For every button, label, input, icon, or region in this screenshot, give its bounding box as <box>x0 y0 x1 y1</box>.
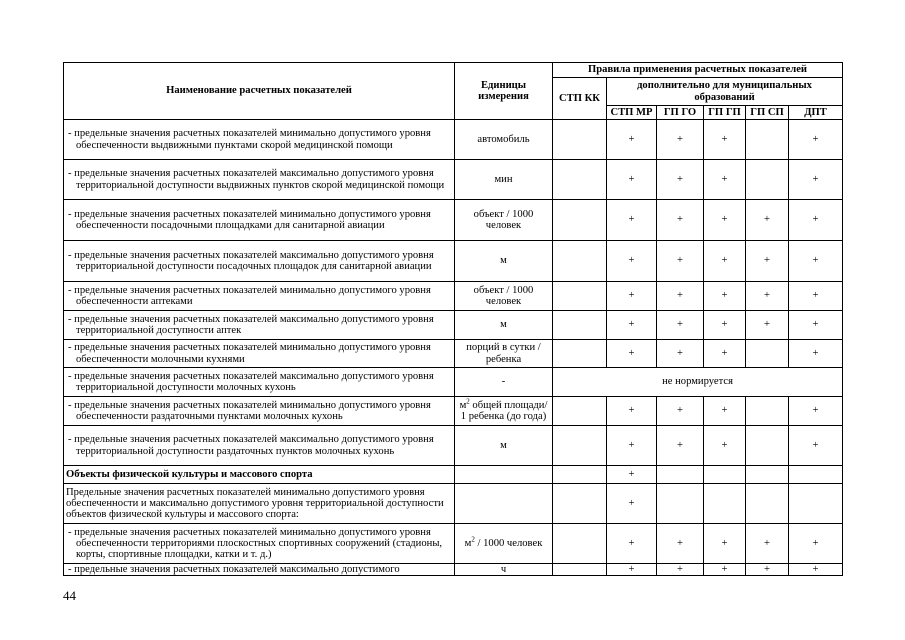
mark-cell: + <box>789 160 843 200</box>
mark-cell: + <box>704 120 746 160</box>
mark-cell: + <box>607 160 657 200</box>
mark-cell: + <box>789 282 843 311</box>
unit-cell: мин <box>455 160 553 200</box>
mark-cell: + <box>607 311 657 340</box>
mark-cell <box>553 397 607 426</box>
unit-cell: автомобиль <box>455 120 553 160</box>
mark-cell: + <box>657 340 704 368</box>
mark-cell: + <box>657 397 704 426</box>
indicator-name-text: - предельные значения расчетных показателей минимально допустимого уровня обеспеченности раздаточными пунктами молочных кухонь <box>68 399 431 422</box>
mark-cell: + <box>789 397 843 426</box>
table-row <box>64 368 843 397</box>
mark-cell: + <box>789 120 843 160</box>
mark-cell: + <box>607 397 657 426</box>
table-row <box>64 120 843 160</box>
mark-cell: + <box>657 282 704 311</box>
indicator-name-text: - предельные значения расчетных показателей минимально допустимого уровня обеспеченности аптеками <box>68 284 431 307</box>
mark-cell <box>746 397 789 426</box>
unit-text: м <box>459 399 467 411</box>
mark-cell <box>553 241 607 282</box>
mark-cell <box>553 426 607 466</box>
indicator-name <box>64 120 455 160</box>
mark-cell: + <box>704 160 746 200</box>
section-title <box>64 466 455 484</box>
unit-cell <box>455 484 553 524</box>
mark-cell <box>553 564 607 576</box>
mark-cell: + <box>657 426 704 466</box>
mark-cell: + <box>789 340 843 368</box>
mark-cell <box>553 311 607 340</box>
mark-cell <box>746 120 789 160</box>
table-row <box>64 564 843 576</box>
mark-cell: + <box>789 241 843 282</box>
mark-cell <box>657 484 704 524</box>
mark-cell: + <box>704 426 746 466</box>
unit-cell <box>455 524 553 564</box>
unit-cell: объект / 1000 человек <box>455 282 553 311</box>
indicator-name-text: - предельные значения расчетных показателей максимально допустимого уровня территориальной доступности посадочных площадок для санитарной авиации <box>68 249 434 272</box>
mark-cell: + <box>607 340 657 368</box>
indicator-name <box>64 397 455 426</box>
mark-cell <box>553 484 607 524</box>
indicator-name-text: - предельные значения расчетных показателей максимально допустимого уровня территориальной доступности аптек <box>68 313 434 336</box>
mark-cell <box>704 466 746 484</box>
indicator-name-text: - предельные значения расчетных показателей минимально допустимого уровня обеспеченности выдвижными пунктами скорой медицинской помощи <box>68 128 431 151</box>
indicator-name <box>64 282 455 311</box>
header-rules: Правила применения расчетных показателей <box>553 63 843 78</box>
mark-cell: + <box>704 282 746 311</box>
not-regulated-cell: не нормируется <box>553 368 843 397</box>
mark-cell <box>704 484 746 524</box>
mark-cell <box>789 466 843 484</box>
mark-cell <box>746 160 789 200</box>
indicator-name <box>64 524 455 564</box>
unit-text: / 1000 человек <box>474 537 543 549</box>
header-additional: дополнительно для муниципальных образований <box>607 78 843 106</box>
indicator-name <box>64 160 455 200</box>
mark-cell <box>553 200 607 241</box>
unit-cell: м <box>455 241 553 282</box>
unit-text: м <box>464 537 472 549</box>
mark-cell <box>746 484 789 524</box>
mark-cell: + <box>746 524 789 564</box>
mark-cell <box>553 282 607 311</box>
mark-cell <box>553 340 607 368</box>
header-subcol: ДПТ <box>789 106 843 120</box>
mark-cell: + <box>657 200 704 241</box>
mark-cell: + <box>789 311 843 340</box>
mark-cell <box>746 426 789 466</box>
table-row <box>64 466 843 484</box>
unit-cell: объект / 1000 человек <box>455 200 553 241</box>
indicator-name-text: - предельные значения расчетных показателей минимально допустимого уровня обеспеченности молочными кухнями <box>68 342 431 365</box>
indicator-name-text: - предельные значения расчетных показателей минимально допустимого уровня обеспеченности посадочными площадками для санитарной авиации <box>68 208 431 231</box>
table-row <box>64 524 843 564</box>
indicator-name-text: - предельные значения расчетных показателей минимально допустимого уровня обеспеченности территориями плоскостных спортивных сооружений (стадионы, корты, спортивные площадки, катки и т. д.) <box>68 526 443 561</box>
mark-cell: + <box>657 120 704 160</box>
header-subcol: ГП СП <box>746 106 789 120</box>
mark-cell <box>746 466 789 484</box>
mark-cell: + <box>657 311 704 340</box>
mark-cell: + <box>704 311 746 340</box>
unit-cell: ч <box>455 564 553 576</box>
unit-text: общей площади/ 1 ребенка (до года) <box>460 399 548 422</box>
mark-cell: + <box>657 564 704 576</box>
mark-cell <box>657 466 704 484</box>
table-row <box>64 311 843 340</box>
mark-cell: + <box>607 564 657 576</box>
mark-cell: + <box>746 282 789 311</box>
mark-cell <box>789 484 843 524</box>
mark-cell: + <box>607 120 657 160</box>
unit-cell: м <box>455 426 553 466</box>
header-subcol: ГП ГП <box>704 106 746 120</box>
header-unit: Единицы измерения <box>455 63 553 120</box>
table-row <box>64 241 843 282</box>
mark-cell <box>553 120 607 160</box>
mark-cell: + <box>704 397 746 426</box>
mark-cell: + <box>657 241 704 282</box>
mark-cell <box>553 466 607 484</box>
indicator-name <box>64 368 455 397</box>
mark-cell: + <box>657 160 704 200</box>
indicators-table <box>63 62 843 576</box>
mark-cell: + <box>746 200 789 241</box>
mark-cell: + <box>607 484 657 524</box>
header-stp-kk: СТП КК <box>553 78 607 120</box>
indicator-name-text: Предельные значения расчетных показателей минимально допустимого уровня обеспеченности и максимально допустимого уровня территориальной доступности объектов физической культуры и массового спорта: <box>66 486 444 521</box>
mark-cell: + <box>607 200 657 241</box>
table-row <box>64 200 843 241</box>
header-name: Наименование расчетных показателей <box>64 63 455 120</box>
mark-cell: + <box>607 524 657 564</box>
table-row <box>64 397 843 426</box>
mark-cell: + <box>704 241 746 282</box>
unit-cell: м <box>455 311 553 340</box>
table-row <box>64 340 843 368</box>
unit-superscript: 2 <box>466 397 470 406</box>
table-row <box>64 484 843 524</box>
table-row <box>64 282 843 311</box>
indicator-name <box>64 200 455 241</box>
unit-cell <box>455 466 553 484</box>
indicator-name-text: - предельные значения расчетных показателей максимально допустимого уровня территориальной доступности молочных кухонь <box>68 370 434 393</box>
header-subcol: ГП ГО <box>657 106 704 120</box>
mark-cell: + <box>789 426 843 466</box>
mark-cell: + <box>704 200 746 241</box>
indicator-name <box>64 484 455 524</box>
mark-cell: + <box>607 466 657 484</box>
mark-cell <box>746 340 789 368</box>
indicator-name <box>64 311 455 340</box>
indicator-name <box>64 241 455 282</box>
mark-cell: + <box>704 340 746 368</box>
indicator-name-text: - предельные значения расчетных показателей максимально допустимого уровня территориальной доступности раздаточных пунктов молочных кухонь <box>68 434 434 457</box>
indicator-name-text: - предельные значения расчетных показателей максимально допустимого <box>68 564 400 575</box>
mark-cell <box>553 160 607 200</box>
mark-cell: + <box>657 524 704 564</box>
indicator-name-text: - предельные значения расчетных показателей максимально допустимого уровня территориальной доступности выдвижных пунктов скорой медицинской помощи <box>68 168 445 191</box>
mark-cell: + <box>789 564 843 576</box>
unit-cell: порций в сутки / ребенка <box>455 340 553 368</box>
indicator-name <box>64 564 455 576</box>
mark-cell: + <box>789 200 843 241</box>
mark-cell: + <box>704 564 746 576</box>
mark-cell: + <box>746 311 789 340</box>
indicator-name <box>64 426 455 466</box>
header-subcol: СТП МР <box>607 106 657 120</box>
mark-cell: + <box>746 564 789 576</box>
unit-superscript: 2 <box>471 535 475 544</box>
indicator-name <box>64 340 455 368</box>
mark-cell: + <box>746 241 789 282</box>
indicator-name-text: Объекты физической культуры и массового спорта <box>66 468 313 480</box>
mark-cell <box>553 524 607 564</box>
table-row <box>64 160 843 200</box>
unit-cell <box>455 397 553 426</box>
mark-cell: + <box>607 241 657 282</box>
mark-cell: + <box>607 282 657 311</box>
mark-cell: + <box>607 426 657 466</box>
unit-cell: - <box>455 368 553 397</box>
table-row <box>64 426 843 466</box>
mark-cell: + <box>789 524 843 564</box>
mark-cell: + <box>704 524 746 564</box>
page-number: 44 <box>63 588 76 603</box>
